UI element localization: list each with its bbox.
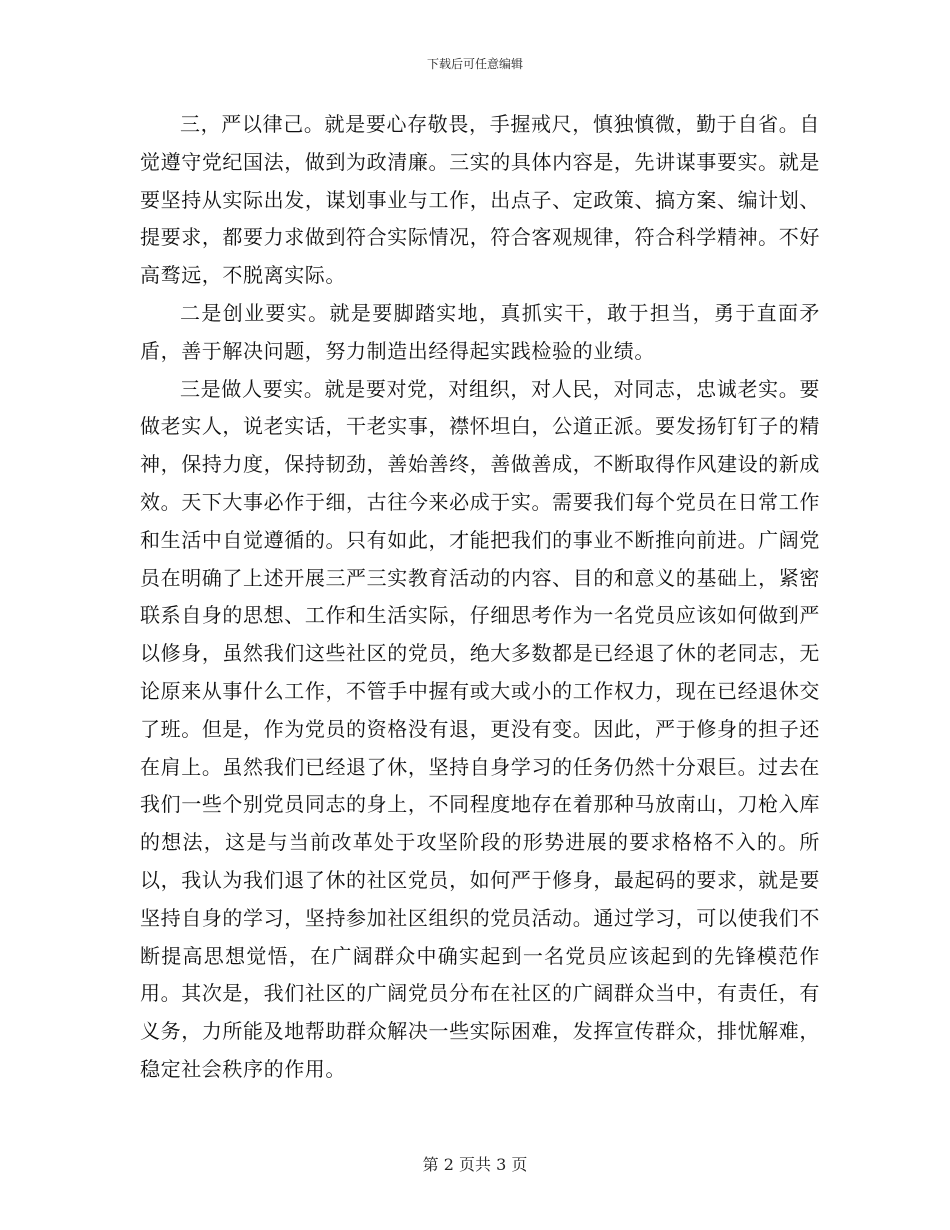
paragraph-1: 三，严以律己。就是要心存敬畏，手握戒尺，慎独慎微，勤于自省。自觉遵守党纪国法，做到为政清廉。三实的具体内容是，先讲谋事要实。就是要坚持从实际出发，谋划事业与工作，出点子、定政策、搞方案、编计划、提要求，都要力求做到符合实际情况，符合客观规律，符合科学精神。不好高骛远，不脱离实际。	[140, 112, 820, 288]
page-number-footer: 第 2 页共 3 页	[422, 1155, 528, 1174]
paragraph-2: 二是创业要实。就是要脚踏实地，真抓实干，敢于担当，勇于直面矛盾，善于解决问题，努力制造出经得起实践检验的业绩。	[140, 300, 820, 363]
document-body	[140, 106, 820, 1089]
page-header: 下载后可任意编辑	[426, 57, 523, 71]
paragraph-3: 三是做人要实。就是要对党，对组织，对人民，对同志，忠诚老实。要做老实人，说老实话，干老实事，襟怀坦白，公道正派。要发扬钉钉子的精神，保持力度，保持韧劲，善始善终，善做善成，不断取得作风建设的新成效。天下大事必作于细，古往今来必成于实。需要我们每个党员在日常工作和生活中自觉遵循的。只有如此，才能把我们的事业不断推向前进。广阔党员在明确了上述开展三严三实教育活动的内容、目的和意义的基础上，紧密联系自身的思想、工作和生活实际，仔细思考作为一名党员应该如何做到严以修身，虽然我们这些社区的党员，绝大多数都是已经退了休的老同志，无论原来从事什么工作，不管手中握有或大或小的工作权力，现在已经退休交了班。但是，作为党员的资格没有退，更没有变。因此，严于修身的担子还在肩上。虽然我们已经退了休，坚持自身学习的任务仍然十分艰巨。过去在我们一些个别党员同志的身上，不同程度地存在着那种马放南山，刀枪入库的想法，这是与当前改革处于攻坚阶段的形势进展的要求格格不入的。所以，我认为我们退了休的社区党员，如何严于修身，最起码的要求，就是要坚持自身的学习，坚持参加社区组织的党员活动。通过学习，可以使我们不断提高思想觉悟，在广阔群众中确实起到一名党员应该起到的先锋模范作用。其次是，我们社区的广阔党员分布在社区的广阔群众当中，有责任，有义务，力所能及地帮助群众解决一些实际困难，发挥宣传群众，排忧解难，稳定社会秩序的作用。	[140, 376, 820, 1081]
